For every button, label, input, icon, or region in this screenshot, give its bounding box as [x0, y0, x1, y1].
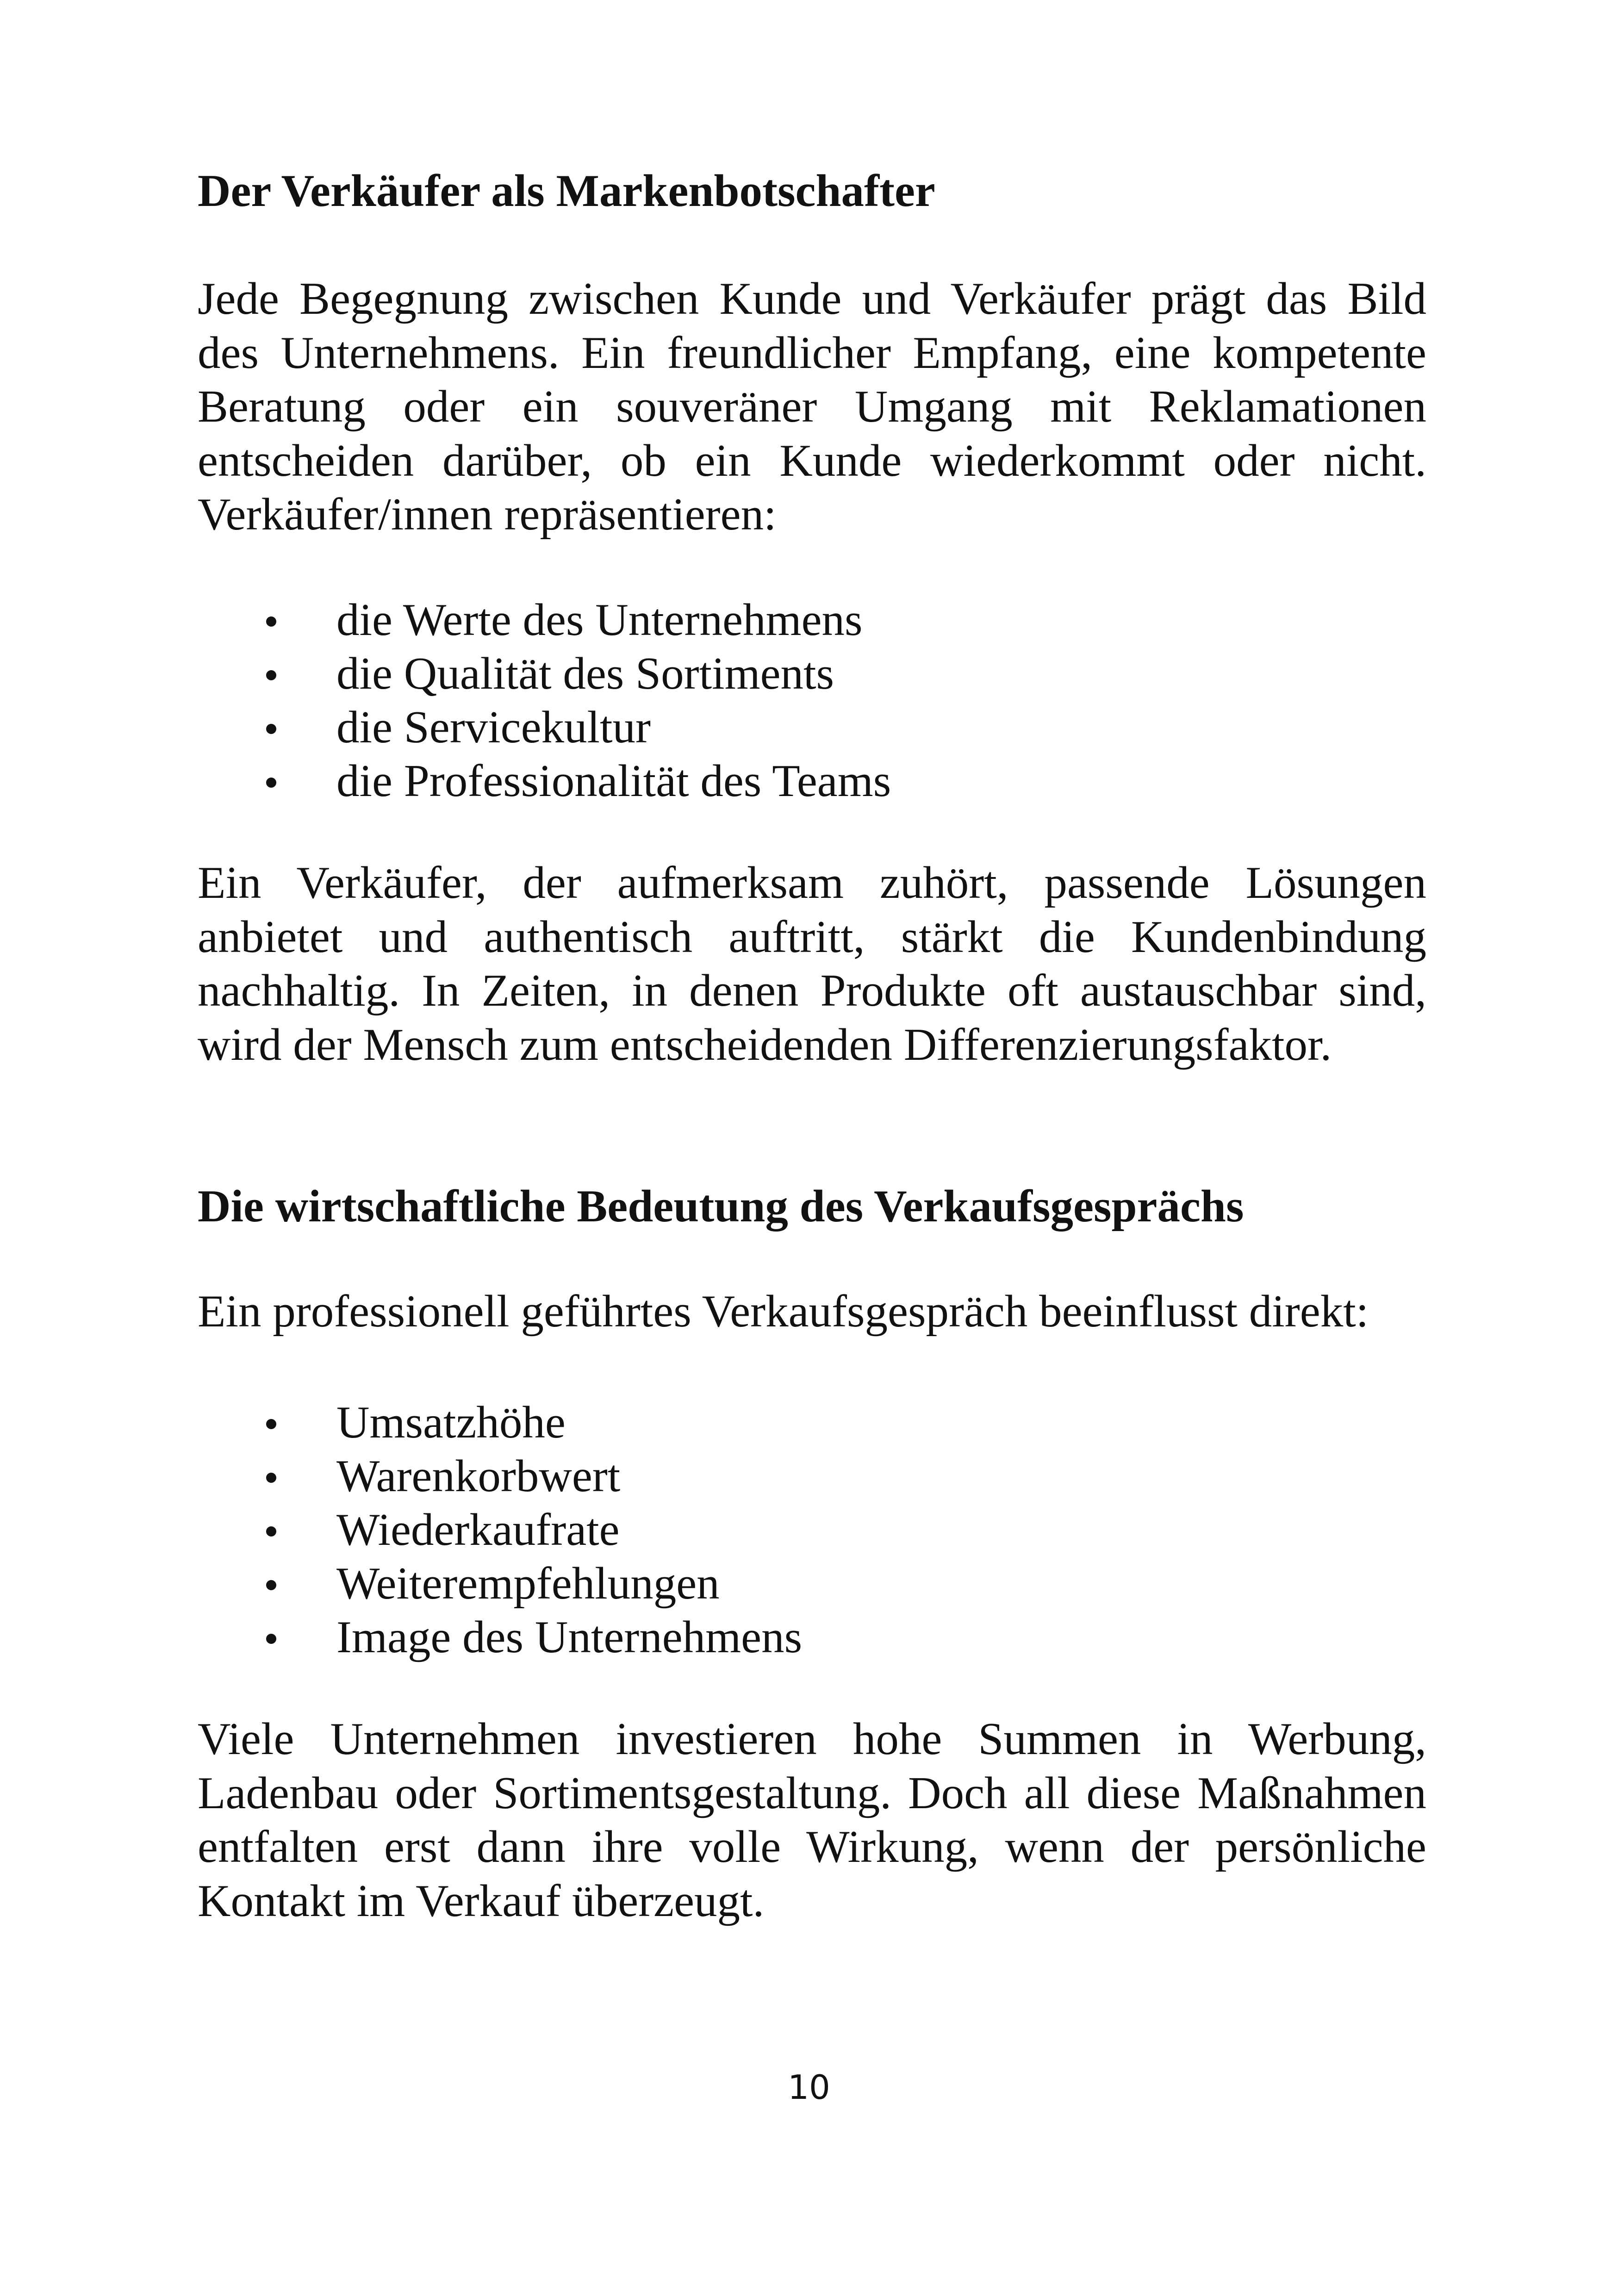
bullet-dot-icon [266, 778, 276, 788]
bullet-item [198, 1503, 1426, 1557]
bullet-item [198, 701, 1426, 754]
section-heading: Die wirtschaftliche Bedeutung des Verkaufsgesprächs [198, 1181, 1244, 1232]
bullet-text: die Qualität des Sortiments [336, 648, 834, 699]
bullet-list [198, 593, 1426, 808]
bullet-dot-icon [266, 1634, 276, 1644]
bullet-text: die Servicekultur [336, 702, 651, 753]
bullet-dot-icon [266, 616, 276, 627]
bullet-dot-icon [266, 1526, 276, 1537]
bullet-dot-icon [266, 1419, 276, 1429]
bullet-item [198, 754, 1426, 808]
bullet-item [198, 647, 1426, 701]
section-outro-paragraph: Viele Unternehmen investieren hohe Summen in Werbung, Ladenbau oder Sortimentsgestaltung. Doch all diese Maßnahmen entfalten erst dann ihre volle Wirkung, wenn der persönliche Kontakt im Verkauf überzeugt. [198, 1714, 1426, 1926]
bullet-item [198, 593, 1426, 647]
bullet-text: Weiterempfehlungen [336, 1558, 720, 1609]
bullet-text: die Professionalität des Teams [336, 756, 891, 806]
bullet-text: Warenkorbwert [336, 1451, 621, 1501]
bullet-item [198, 1611, 1426, 1664]
bullet-item [198, 1450, 1426, 1503]
bullet-list [198, 1396, 1426, 1664]
bullet-text: Wiederkaufrate [336, 1505, 620, 1555]
bullet-text: Image des Unternehmens [336, 1612, 803, 1662]
bullet-item [198, 1396, 1426, 1450]
page-number: 10 [788, 2068, 830, 2107]
bullet-dot-icon [266, 670, 276, 680]
section-intro-paragraph: Jede Begegnung zwischen Kunde und Verkäufer prägt das Bild des Unternehmens. Ein freundlicher Empfang, eine kompetente Beratung oder ein souveräner Umgang mit Reklamationen entscheiden darüber, ob ein Kunde wiederkommt oder nicht. Verkäufer/innen repräsentieren: [198, 274, 1426, 540]
bullet-dot-icon [266, 1473, 276, 1483]
bullet-text: die Werte des Unternehmens [336, 595, 863, 645]
section-heading: Der Verkäufer als Markenbotschafter [198, 166, 935, 216]
bullet-dot-icon [266, 1580, 276, 1590]
section-outro-paragraph: Ein Verkäufer, der aufmerksam zuhört, passende Lösungen anbietet und authentisch auftritt, stärkt die Kundenbindung nachhaltig. In Zeiten, in denen Produkte oft austauschbar sind, wird der Mensch zum entscheidenden Differenzierungsfaktor. [198, 858, 1426, 1070]
bullet-item [198, 1557, 1426, 1611]
section-intro-paragraph: Ein professionell geführtes Verkaufsgespräch beeinflusst direkt: [198, 1286, 1369, 1337]
bullet-text: Umsatzhöhe [336, 1397, 566, 1448]
bullet-dot-icon [266, 724, 276, 734]
